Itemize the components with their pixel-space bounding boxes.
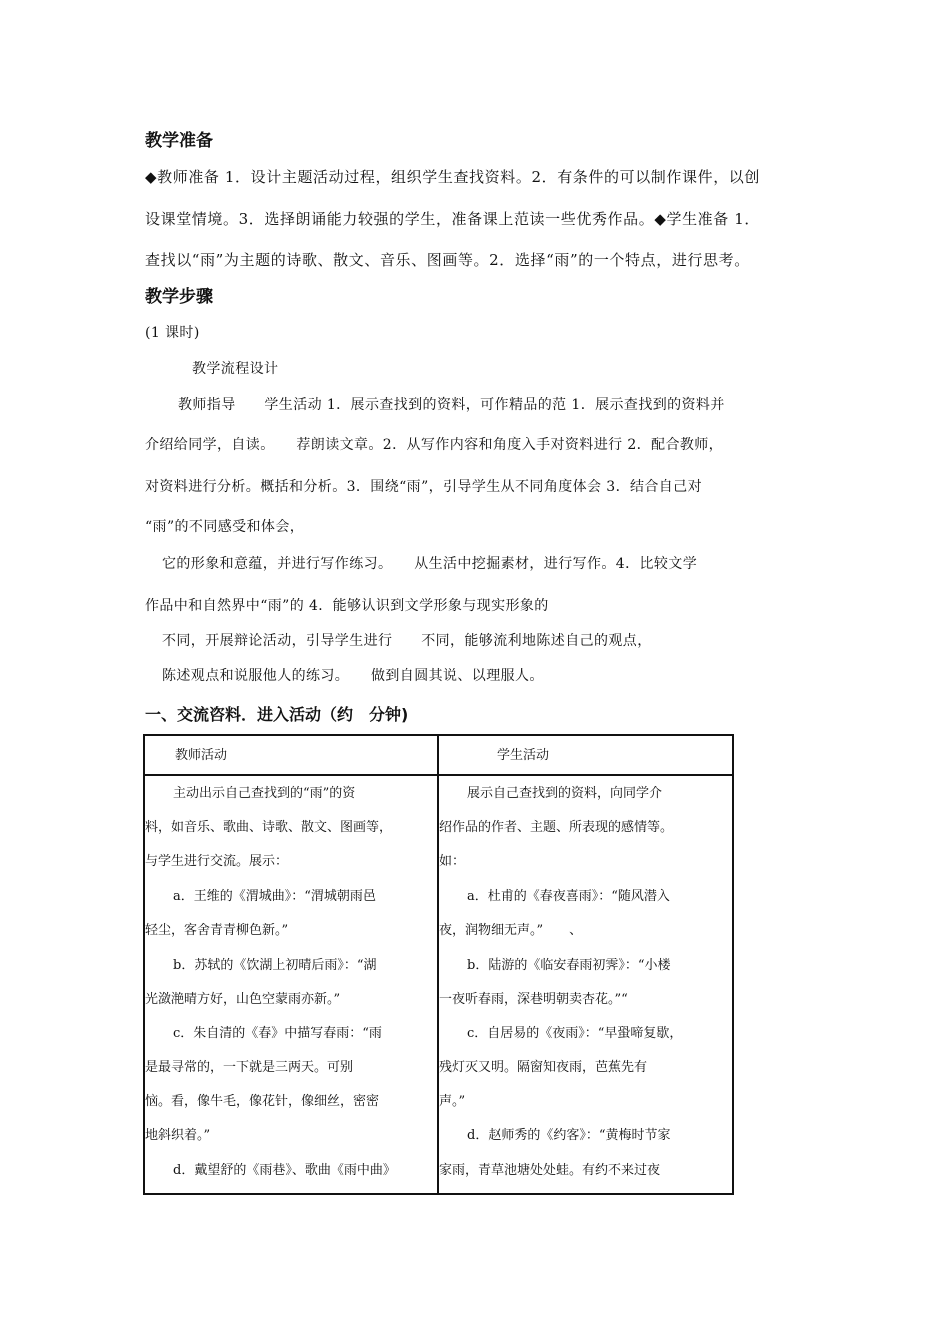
flow-line: “雨”的不同感受和体会， [145, 519, 305, 535]
flow-line: 它的形象和意蕴，并进行写作练习。 从生活中挖掘素材，进行写作。4．比较文学 [162, 556, 698, 572]
cell-line: a．王维的《渭城曲》：“渭城朝雨邑 [173, 889, 376, 904]
table-header-teacher [144, 735, 438, 775]
cell-line: 夜，润物细无声。” 、 [439, 923, 583, 938]
cell-line: 光潋滟晴方好，山色空蒙雨亦新。” [145, 992, 341, 1007]
table-header-student [438, 735, 733, 775]
heading-teaching-steps: 教学步骤 [145, 287, 213, 307]
cell-line: b．陆游的《临安春雨初霁》：“小楼 [467, 958, 671, 973]
paragraph-line: 设课堂情境。3．选择朗诵能力较强的学生，准备课上范读一些优秀作品。◆学生准备 1． [145, 210, 760, 228]
flow-title: 教学流程设计 [192, 361, 279, 377]
cell-line: c．自居易的《夜雨》：“早蛩啼复歇， [467, 1026, 683, 1041]
student-activity-cell [438, 775, 733, 1194]
cell-line: d．赵师秀的《约客》：“黄梅时节家 [467, 1128, 671, 1143]
cell-line: 绍作品的作者、主题、所表现的感情等。 [439, 820, 674, 835]
cell-line: 轻尘，客舍青青柳色新。” [145, 923, 289, 938]
flow-line: 介绍给同学，自读。 荐朗读文章。2．从写作内容和角度入手对资料进行 2．配合教师， [145, 437, 724, 453]
flow-line: 作品中和自然界中“雨”的 4．能够认识到文学形象与现实形象的 [145, 598, 549, 614]
cell-line: 恼。看，像牛毛，像花针，像细丝，密密 [145, 1094, 380, 1109]
cell-line: 料，如音乐、歌曲、诗歌、散文、图画等， [145, 820, 393, 835]
teacher-activity-cell [144, 775, 438, 1194]
lesson-count: (1 课时) [145, 325, 200, 341]
cell-line: 声。” [439, 1094, 466, 1109]
paragraph-line: ◆教师准备 1．设计主题活动过程，组织学生查找资料。2．有条件的可以制作课件，以创 [145, 168, 760, 186]
cell-line: 残灯灭又明。隔窗知夜雨，芭蕉先有 [439, 1060, 648, 1075]
cell-line: 家雨，青草池塘处处蛙。有约不来过夜 [439, 1163, 661, 1178]
flow-line: 不同，开展辩论活动，引导学生进行 不同，能够流利地陈述自己的观点， [162, 633, 652, 649]
activity-table [143, 734, 734, 1195]
cell-line: 如： [439, 854, 466, 869]
flow-line: 对资料进行分析。概括和分析。3．围绕“雨”，引导学生从不同角度体会 3．结合自己对 [145, 479, 702, 495]
cell-line: 展示自己查找到的资料，向同学介 [467, 786, 663, 801]
cell-line: d．戴望舒的《雨巷》、歌曲《雨中曲》 [173, 1163, 396, 1178]
cell-line: 一夜听春雨，深巷明朝卖杏花。”“ [439, 992, 628, 1007]
cell-line: c．朱自清的《春》中描写春雨：“雨 [173, 1026, 382, 1041]
paragraph-line: 查找以“雨”为主题的诗歌、散文、音乐、图画等。2．选择“雨”的一个特点，进行思考。 [145, 251, 750, 269]
cell-line: 主动出示自己查找到的“雨”的资 [173, 786, 356, 801]
cell-line: 是最寻常的，一下就是三两天。可别 [145, 1060, 354, 1075]
heading-exchange-materials: 一、交流咨料．进入活动（约 分钟) [145, 705, 409, 724]
header-label: 学生活动 [497, 748, 550, 763]
flow-line: 陈述观点和说服他人的练习。 做到自圆其说、以理服人。 [162, 668, 544, 684]
flow-line: 教师指导 学生活动 1．展示查找到的资料，可作精品的范 1．展示查找到的资料并 [178, 397, 725, 413]
cell-line: a．杜甫的《春夜喜雨》：“随风潜入 [467, 889, 670, 904]
cell-line: b．苏轼的《饮湖上初晴后雨》：“湖 [173, 958, 377, 973]
header-label: 教师活动 [175, 748, 228, 763]
cell-line: 地斜织着。” [145, 1128, 211, 1143]
cell-line: 与学生进行交流。展示： [145, 854, 289, 869]
heading-teaching-preparation: 教学准备 [145, 131, 213, 151]
